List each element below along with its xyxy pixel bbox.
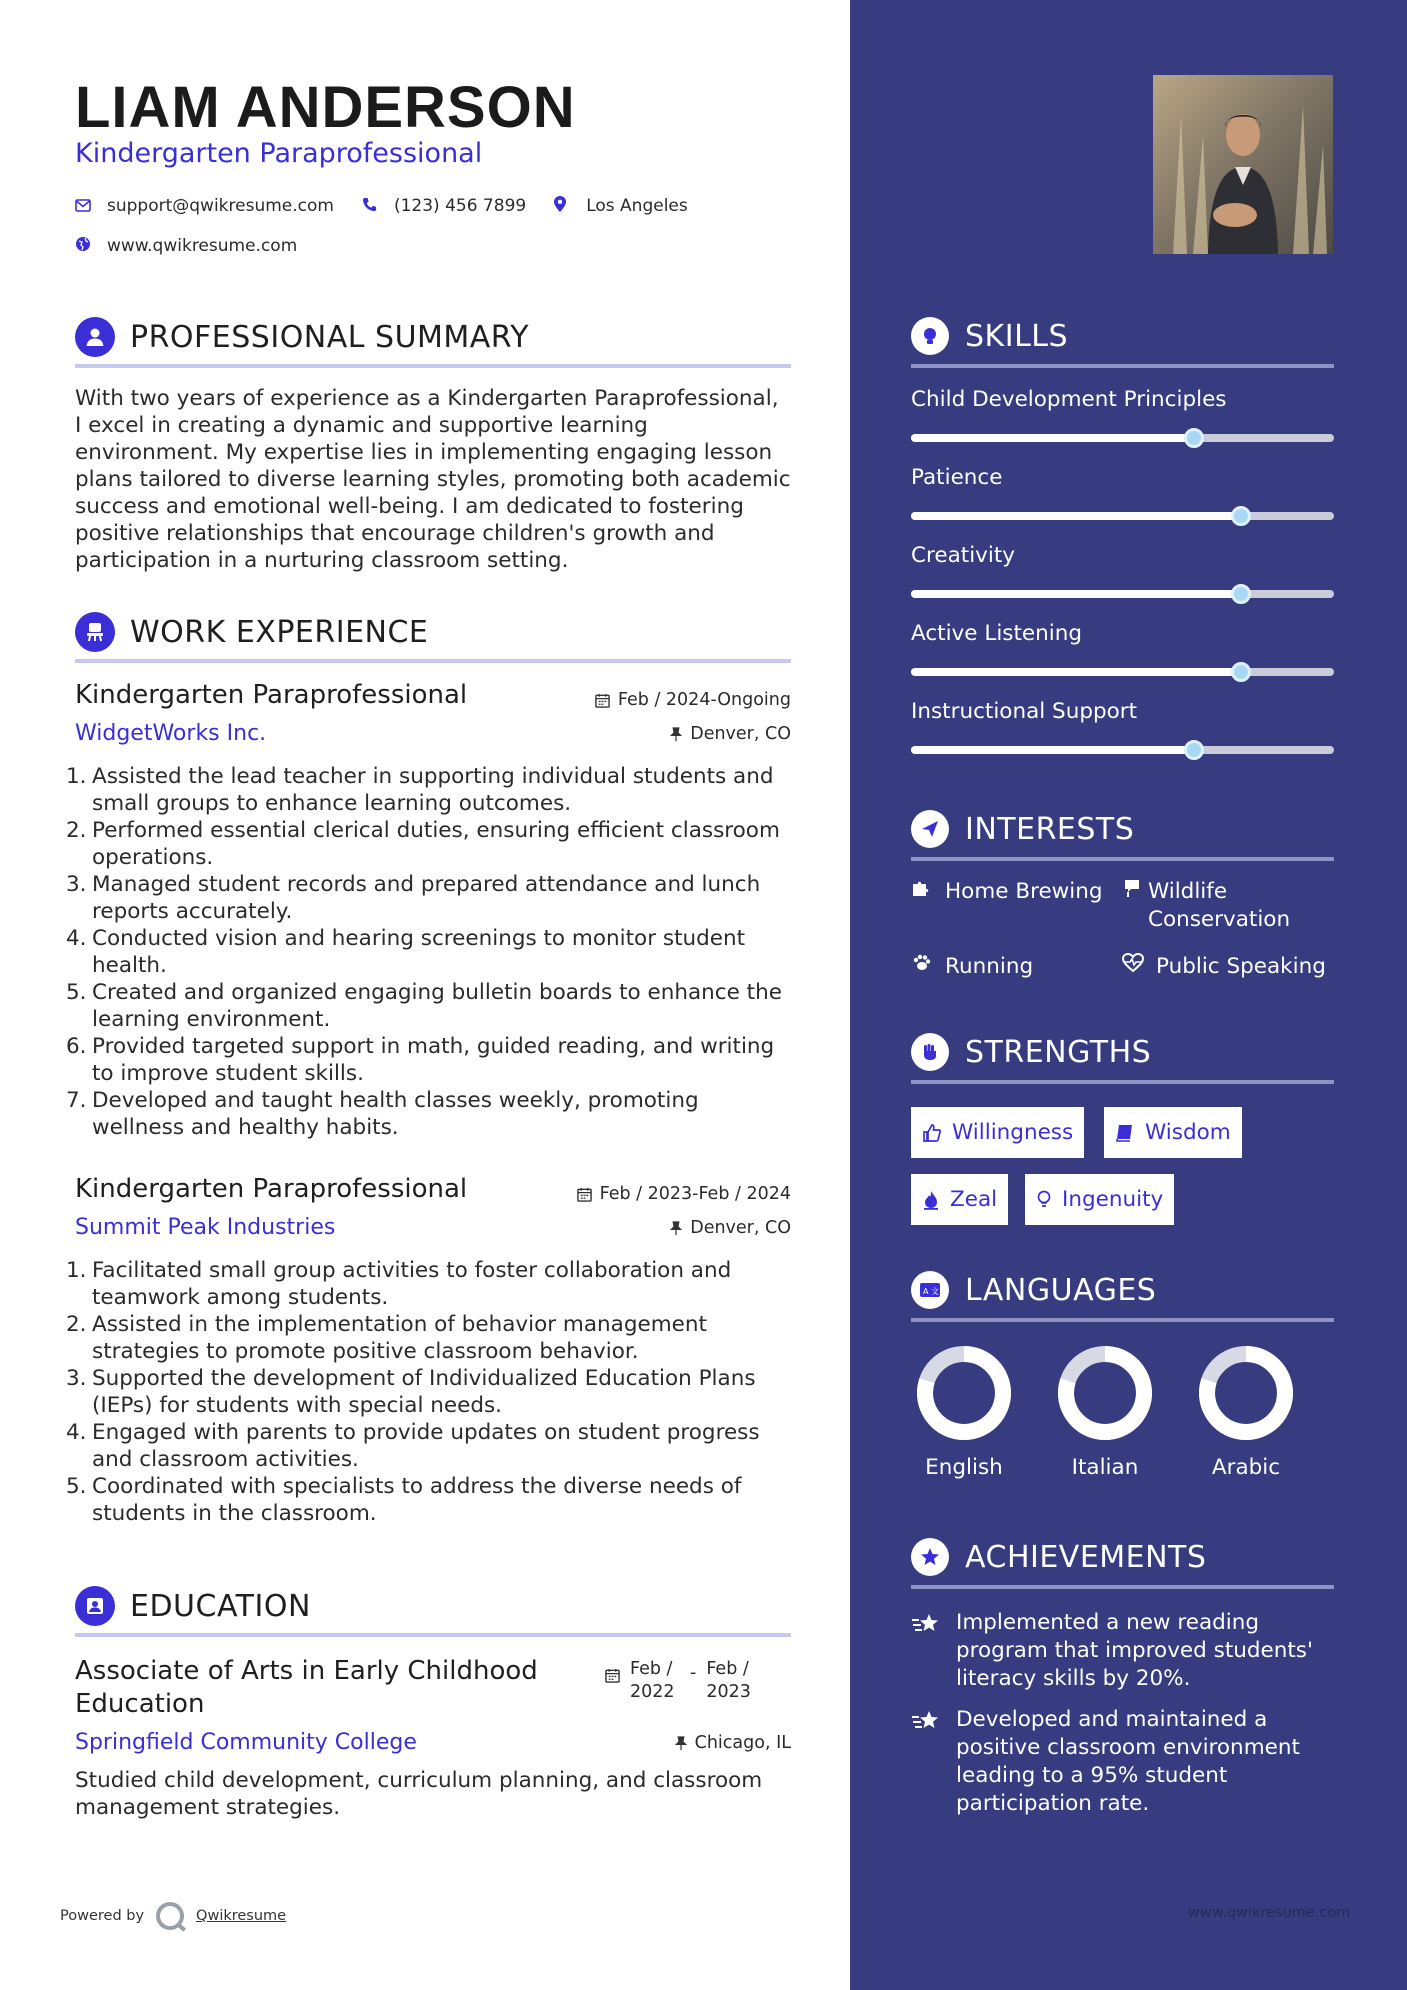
section-divider [911, 364, 1334, 368]
star-badge-icon [911, 1538, 949, 1576]
language-item [914, 1343, 1014, 1480]
list-item: 5. Coordinated with specialists to address the diverse needs of students in the classroom. [66, 1474, 742, 1526]
section-divider [75, 1633, 791, 1637]
strength-badge: Ingenuity [1025, 1174, 1174, 1225]
strengths-heading: STRENGTHS [965, 1035, 1152, 1070]
education-dates [605, 1658, 756, 1704]
skill-fill [911, 590, 1241, 598]
education-description: Studied child development, curriculum planning, and classroom management strategies. [75, 1768, 763, 1820]
skills-heading: SKILLS [965, 319, 1069, 354]
calendar-icon [605, 1668, 620, 1683]
job-1-duties [66, 763, 792, 1141]
list-item: 7. Developed and taught health classes weekly, promoting wellness and healthy habits. [66, 1088, 699, 1140]
job-2-company: Summit Peak Industries [75, 1215, 336, 1240]
calendar-icon [595, 693, 610, 708]
section-divider [911, 857, 1334, 861]
strengths-section-header [911, 1030, 1334, 1080]
skill-name: Instructional Support [911, 699, 1138, 724]
achievements-heading: ACHIEVEMENTS [965, 1540, 1207, 1575]
achievement-item: Implemented a new reading program that improved students' literacy skills by 20%. [911, 1609, 1334, 1693]
section-divider [75, 659, 791, 663]
achievements-section-header [911, 1535, 1334, 1585]
list-item: 5. Created and organized engaging bulletin boards to enhance the learning environment. [66, 980, 782, 1032]
skill-fill [911, 668, 1241, 676]
interests-heading: INTERESTS [965, 812, 1135, 847]
qwikresume-link[interactable]: Qwikresume [196, 1908, 287, 1924]
list-item: 2. Assisted in the implementation of behavior management strategies to promote positive classroom behavior. [66, 1312, 707, 1364]
interest-item: Wildlife Conservation [1122, 878, 1322, 934]
education-start: Feb / 2022 [630, 1659, 675, 1702]
education-section-header [75, 1583, 791, 1633]
candidate-name: LIAM ANDERSON [75, 75, 576, 140]
shooting-star-icon [911, 1706, 956, 1818]
book-icon [1115, 1123, 1135, 1143]
user-icon [75, 317, 115, 357]
skill-item [911, 699, 1334, 769]
skill-knob [1184, 740, 1204, 760]
date-separator: - [690, 1663, 697, 1683]
map-pin-icon [554, 196, 576, 216]
language-name: Italian [1071, 1455, 1139, 1480]
interest-item: Home Brewing [911, 878, 1103, 906]
list-item: 4. Conducted vision and hearing screenings to monitor student health. [66, 926, 746, 978]
job-2-date [577, 1184, 791, 1204]
section-divider [911, 1080, 1334, 1084]
phone-icon [362, 197, 384, 216]
lightbulb-icon [911, 317, 949, 355]
puzzle-icon [911, 878, 945, 906]
summary-section-header [75, 314, 791, 364]
list-item: 2. Performed essential clerical duties, ensuring efficient classroom operations. [66, 818, 780, 870]
language-item [1196, 1343, 1296, 1480]
job-2-location-text: Denver, CO [690, 1218, 791, 1238]
section-divider [75, 364, 791, 368]
skill-bar [911, 668, 1334, 676]
email-link[interactable]: support@qwikresume.com [107, 196, 334, 216]
interests-section-header [911, 807, 1334, 857]
skill-item [911, 543, 1334, 613]
skill-bar [911, 512, 1334, 520]
graduate-icon [75, 1586, 115, 1626]
candidate-title: Kindergarten Paraprofessional [75, 138, 483, 169]
language-donut [1196, 1343, 1296, 1443]
paper-plane-icon [911, 810, 949, 848]
section-divider [911, 1318, 1334, 1322]
skill-name: Active Listening [911, 621, 1083, 646]
job-2-duties [66, 1257, 792, 1527]
job-2-location [670, 1218, 791, 1238]
svg-text:A: A [923, 1287, 929, 1296]
strength-badge: Wisdom [1104, 1107, 1242, 1158]
job-1-date [595, 690, 791, 710]
sidebar [850, 0, 1407, 1990]
globe-icon [75, 236, 97, 256]
skill-name: Patience [911, 465, 1003, 490]
website-row [75, 236, 325, 256]
pushpin-icon [670, 727, 682, 742]
svg-text:文: 文 [931, 1287, 939, 1296]
fire-icon [922, 1190, 940, 1210]
job-2-title: Kindergarten Paraprofessional [75, 1174, 468, 1204]
interest-item: Public Speaking [1122, 953, 1326, 981]
powered-by [60, 1902, 286, 1930]
calendar-icon [577, 1187, 592, 1202]
skills-section-header [911, 314, 1334, 364]
skill-knob [1231, 662, 1251, 682]
skill-fill [911, 434, 1194, 442]
list-item: 3. Managed student records and prepared attendance and lunch reports accurately. [66, 872, 761, 924]
job-1-date-text: Feb / 2024-Ongoing [617, 690, 791, 710]
summary-heading: PROFESSIONAL SUMMARY [130, 320, 530, 355]
heartbeat-icon [1122, 953, 1156, 981]
website-link[interactable]: www.qwikresume.com [107, 236, 298, 256]
list-item: 1. Facilitated small group activities to foster collaboration and teamwork among students. [66, 1258, 732, 1310]
skill-fill [911, 746, 1194, 754]
strength-badge: Willingness [911, 1107, 1084, 1158]
skill-knob [1231, 584, 1251, 604]
experience-heading: WORK EXPERIENCE [130, 615, 429, 650]
envelope-icon [75, 197, 97, 216]
skill-bar [911, 746, 1334, 754]
profile-photo [1153, 75, 1333, 254]
location-text: Los Angeles [586, 196, 688, 216]
pushpin-icon [670, 1221, 682, 1236]
list-item: 4. Engaged with parents to provide updates on student progress and classroom activities. [66, 1420, 760, 1472]
language-name: English [925, 1455, 1003, 1480]
skill-knob [1231, 506, 1251, 526]
experience-section-header [75, 609, 791, 659]
section-divider [911, 1585, 1334, 1589]
degree-title: Associate of Arts in Early Childhood Education [75, 1656, 538, 1719]
school-location-text: Chicago, IL [694, 1733, 791, 1753]
list-item: 6. Provided targeted support in math, guided reading, and writing to improve student skills. [66, 1034, 775, 1086]
job-1-company: WidgetWorks Inc. [75, 721, 267, 746]
phone-number[interactable]: (123) 456 7899 [393, 196, 527, 216]
job-1-location [670, 724, 791, 744]
languages-heading: LANGUAGES [965, 1273, 1157, 1308]
summary-text: With two years of experience as a Kindergarten Paraprofessional, I excel in creating a dynamic and supportive learning environment. My expertise lies in implementing engaging lesson plans tailored to diverse learning styles, promoting both academic success and emotional well-being. I am dedicated to fostering positive relationships that encourage children's growth and participation in a nurturing classroom setting. [75, 386, 791, 573]
school-name: Springfield Community College [75, 1730, 417, 1755]
chair-icon [75, 612, 115, 652]
strength-badge: Zeal [911, 1174, 1008, 1225]
translate-icon [911, 1271, 949, 1309]
education-heading: EDUCATION [130, 1589, 311, 1624]
achievement-item: Developed and maintained a positive classroom environment leading to a 95% student participation rate. [911, 1706, 1334, 1818]
fist-icon [911, 1033, 949, 1071]
job-1-location-text: Denver, CO [690, 724, 791, 744]
language-donut [914, 1343, 1014, 1443]
language-donut [1055, 1343, 1155, 1443]
job-1-title: Kindergarten Paraprofessional [75, 680, 468, 710]
skill-bar [911, 434, 1334, 442]
interest-item: Running [911, 953, 1033, 981]
skill-item [911, 465, 1334, 535]
skill-knob [1184, 428, 1204, 448]
contact-row [75, 196, 716, 216]
footer-website[interactable]: www.qwikresume.com [1188, 1905, 1351, 1921]
qwikresume-logo-icon [156, 1902, 184, 1930]
skill-item [911, 621, 1334, 691]
language-item [1055, 1343, 1155, 1480]
pushpin-icon [675, 1736, 687, 1751]
school-location [675, 1733, 791, 1753]
skill-fill [911, 512, 1241, 520]
skill-name: Child Development Principles [911, 387, 1227, 412]
skill-name: Creativity [911, 543, 1016, 568]
thumbs-up-icon [922, 1123, 942, 1143]
language-name: Arabic [1211, 1455, 1281, 1480]
paw-icon [911, 953, 945, 981]
powered-by-label: Powered by [60, 1908, 145, 1924]
list-item: 1. Assisted the lead teacher in supporting individual students and small groups to enhance learning outcomes. [66, 764, 774, 816]
list-item: 3. Supported the development of Individualized Education Plans (IEPs) for students with special needs. [66, 1366, 756, 1418]
education-end: Feb / 2023 [706, 1659, 751, 1702]
shooting-star-icon [911, 1609, 956, 1693]
flag-icon [1122, 878, 1148, 934]
skill-bar [911, 590, 1334, 598]
lightbulb-icon [1036, 1190, 1052, 1210]
job-2-date-text: Feb / 2023-Feb / 2024 [599, 1184, 791, 1204]
skill-item [911, 387, 1334, 457]
languages-section-header [911, 1268, 1334, 1318]
